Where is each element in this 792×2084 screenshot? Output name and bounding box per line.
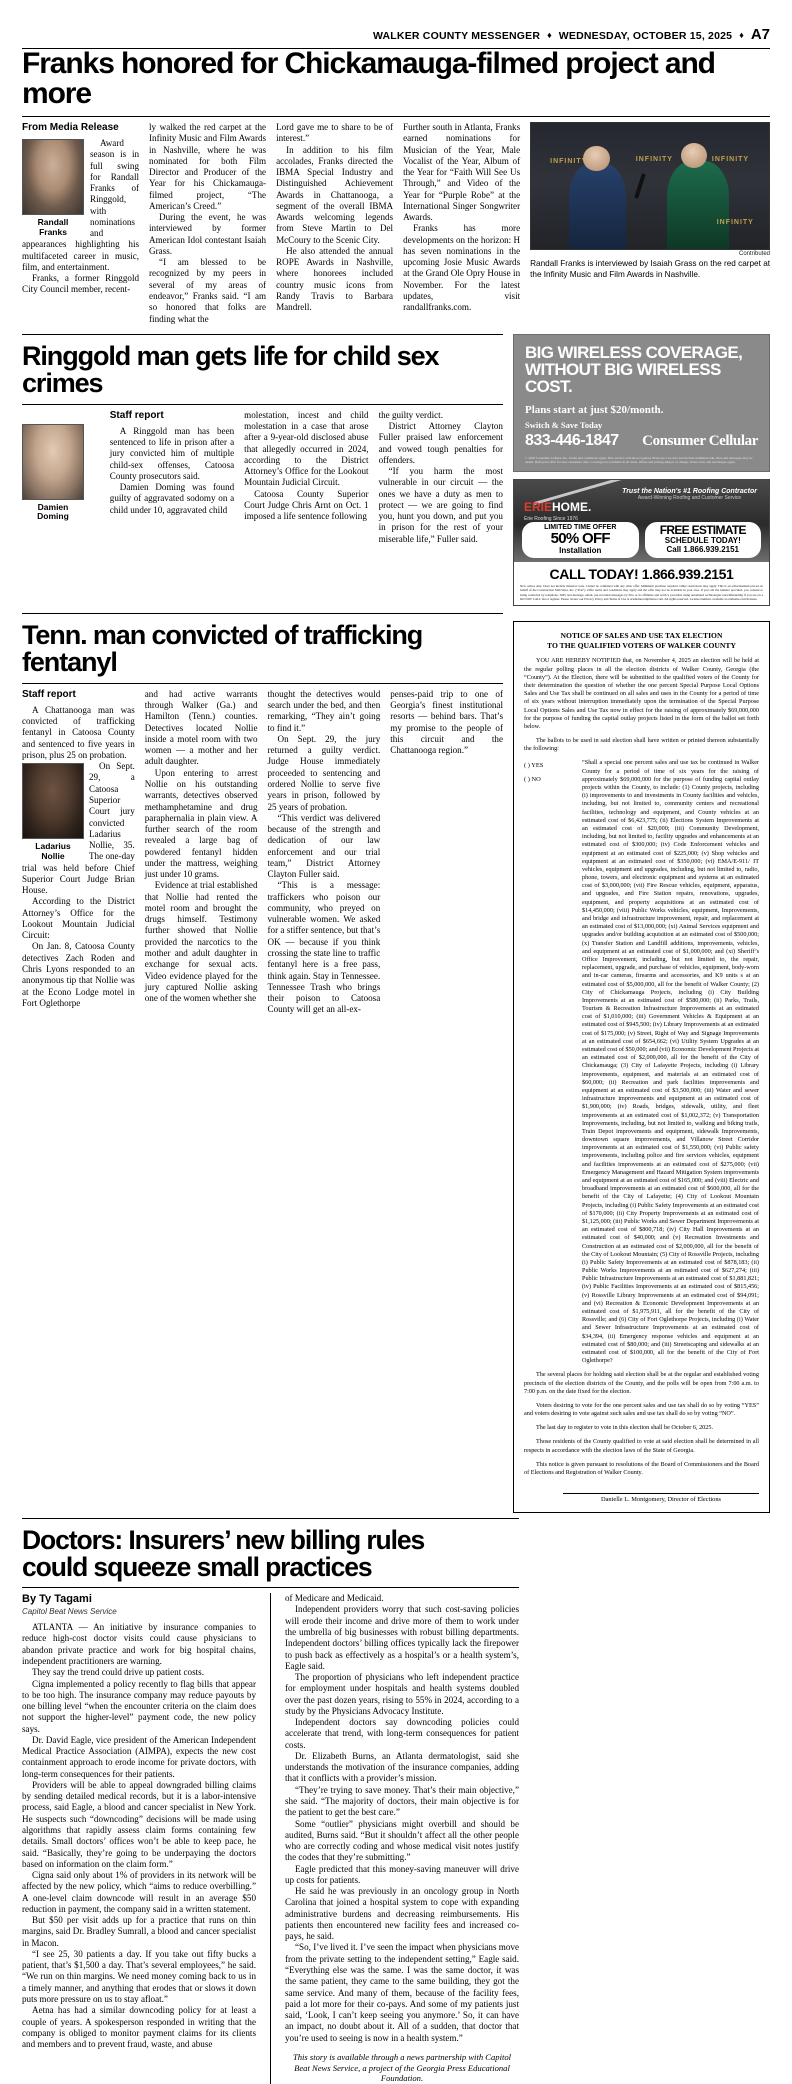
- paragraph: thought the detectives would search under the bed, and then remarking, “They ain’t going to find it.”: [267, 688, 381, 733]
- article2: [22, 334, 503, 545]
- badge-mid: SCHEDULE TODAY!: [664, 536, 741, 546]
- paragraph: Aetna has had a similar downcoding policy for at least a couple of years. A spokesperson responded in writing that the company is obliged to monitor payment claims for its clients and members and to prevent fraud, waste, and abuse: [22, 2005, 256, 2050]
- photo-figure-left: [569, 163, 626, 249]
- paragraph: Dr. David Eagle, vice president of the American Independent Medical Practice Association (AIMPA), expects the new cost containment approach to erode income for private doctors, with long-term consequences for their patients.: [22, 1734, 256, 1779]
- article4-col2: [270, 1593, 519, 2084]
- paragraph: penses-paid trip to one of Georgia’s finest institutional resorts — behind bars. That’s my promise to the people of this circuit and the Chattanooga region.”: [390, 688, 503, 756]
- legal-notice-block: [513, 613, 770, 1513]
- paragraph: He said he was previously in an oncology group in North Carolina that joined a hospital system to cope with expanding administrative burdens and decreasing reimbursements. His patients then encountered new facility fees and increased co-pays, he said.: [285, 1886, 519, 1942]
- portrait-image: [22, 763, 84, 839]
- article4-partnership-note: This story is available through a news partnership with Capitol Beat News Service, a project of the Georgia Press Educational Foundation.: [292, 2051, 512, 2084]
- article1-byline: From Media Release: [22, 122, 119, 133]
- paragraph: and had active warrants through Walker (Ga.) and Hamilton (Tenn.) counties. Detectives located Nollie inside a motel room with two women — a mother and her adult daughter.: [144, 688, 258, 767]
- paragraph: Damien Doming was found guilty of aggravated sodomy on a child under 10, aggravated child: [109, 482, 235, 515]
- article4-rule: [22, 1587, 519, 1588]
- ad-erie-badge-offer: [522, 522, 639, 558]
- ad-cc-switch: Switch & Save Today: [525, 419, 603, 430]
- article2-col3: [379, 410, 503, 545]
- legal-notice: [513, 621, 770, 1513]
- mug-caption-line2: Franks: [39, 226, 67, 237]
- paragraph: of Medicare and Medicaid.: [285, 1593, 384, 1604]
- mug-caption-line1: Randall: [37, 217, 69, 227]
- backdrop-logo: INFINITY: [716, 218, 754, 226]
- paragraph: Further south in Atlanta, Franks earned nominations for Musician of the Year, Male Vocalist of the Year, Album of the Year for “Faith Will See Us Through,” and Video of the Year for “Purple Robe” at the International Singer Songwriter Awards.: [403, 122, 521, 223]
- article4-byline-sub: Capitol Beat News Service: [22, 1607, 117, 1617]
- paragraph: Independent doctors say downcoding policies could accelerate that trend, with long-term consequences for patient costs.: [285, 1717, 519, 1750]
- badge-top: FREE ESTIMATE: [659, 523, 746, 538]
- ad-erie-call[interactable]: CALL TODAY! 1.866.939.2151: [514, 562, 769, 584]
- ad-cc-brand: Consumer Cellular: [642, 432, 758, 449]
- article4-top-rule: [22, 1518, 519, 1519]
- paragraph: molestation, incest and child molestation in a case that arose after a 9-year-old disclosed abuse that allegedly occurred in 2024, according to the District Attorney’s Office for the Lookout Mountain Judicial Circuit.: [244, 409, 369, 488]
- paragraph: Franks has more developments on the horizon: H has seven nominations in the upcoming Josie Music Awards at the Grand Ole Opry House in November. For the latest updates, visit randallfranks.com.: [403, 223, 521, 313]
- ballot-no-option[interactable]: ( ) NO: [524, 775, 541, 783]
- paragraph: “They’re trying to save money. That’s their main objective,” she said. “The majority of doctors, their main objective is for the patient to get the best care.”: [285, 1784, 519, 1818]
- paragraph: Cigna implemented a policy recently to flag bills that appear to be too high. The insurance company may reduce payouts by one billing level “when the encounter criteria on the claim does not support the higher-level” payment code, the new policy says.: [22, 1678, 256, 1734]
- article4-columns: [22, 1593, 519, 2084]
- article1-headline: Franks honored for Chickamauga-filmed project and more: [22, 47, 715, 110]
- photo-head-left: [583, 146, 609, 171]
- article4-headline: [22, 1527, 519, 1580]
- article3-col1: [22, 689, 135, 1016]
- article3-byline: Staff report: [22, 688, 76, 700]
- paragraph: The proportion of physicians who left independent practice for employment under hospitals and health systems doubled over the past dozen years, rising to 55% in 2024, according to a study by the Physicians Advocacy Institute.: [285, 1672, 519, 1716]
- diamond-icon: ♦: [547, 30, 552, 40]
- ad-consumer-cellular[interactable]: [513, 334, 770, 472]
- article2-and-ads: [22, 334, 770, 606]
- mug-caption-line2: Doming: [37, 511, 69, 522]
- article4-headline-line1: Doctors: Insurers’ new billing rules: [22, 1525, 425, 1556]
- paragraph: During the event, he was interviewed by former American Idol contestant Isaiah Grass.: [149, 212, 267, 256]
- paragraph: Catoosa County Superior Court Judge Chris Arnt on Oct. 1 imposed a life sentence following: [244, 488, 369, 522]
- backdrop-logo: INFINITY: [711, 155, 750, 163]
- paragraph: District Attorney Clayton Fuller praised law enforcement and vowed tough penalties for offenders.: [378, 421, 503, 465]
- article3-mugshot: [22, 763, 84, 861]
- legal-title-line2: TO THE QUALIFIED VOTERS OF WALKER COUNTY: [547, 641, 736, 651]
- paragraph: Lord gave me to share to be of interest.”: [276, 122, 394, 144]
- ad-cc-phone[interactable]: 833-446-1847: [525, 431, 619, 449]
- article2-col1: [110, 410, 234, 545]
- paragraph: In addition to his film accolades, Franks directed the IBMA Special Industry and Distinguished Achievement Awards in Chattanooga, a segment of the overall IBMA Awards welcoming legends from Steve Martin to Del McCoury to the Scenic City.: [276, 144, 394, 245]
- legal-signature-block: [524, 1493, 759, 1503]
- paragraph: But $50 per visit adds up for a practice that runs on thin margins, said Dr. Bradley Sumrall, a blood and cancer specialist in Macon.: [22, 1915, 256, 1948]
- article1-photo-block: [530, 122, 770, 325]
- mug-caption-line1: Damien: [37, 501, 69, 512]
- paragraph: the guilty verdict.: [378, 409, 443, 420]
- paragraph: According to the District Attorney’s Office for the Lookout Mountain Judicial Circuit:: [22, 896, 135, 941]
- ad-cc-line1: BIG WIRELESS COVERAGE,: [525, 342, 743, 362]
- paragraph: “This verdict was delivered because of the strength and dedication of our law enforcement and our trial team,” District Attorney Clayton Fuller said.: [267, 812, 381, 880]
- article4-byline: By Ty Tagami: [22, 1593, 92, 1606]
- ad-erie-brand: ERIEHOME.: [524, 500, 592, 515]
- paragraph: ATLANTA — An initiative by insurance companies to reduce high-cost doctor visits could cause physicians to abandon private practice and work for big hospital chains, independent practitioners are warning.: [22, 1622, 256, 1666]
- ad-erie-badge-estimate: [645, 522, 762, 558]
- article3-headline: Tenn. man convicted of trafficking fentanyl: [22, 619, 423, 677]
- portrait-image: [22, 139, 84, 215]
- legal-para-voters: Voters desiring to vote for the one percent sales and use tax shall do so by voting “YES” and voters desiring to vote against such sales and use tax shall do so by voting “NO”.: [524, 1401, 759, 1418]
- article2-col0: [22, 410, 100, 545]
- paragraph: “I see 25, 30 patients a day. If you take out fifty bucks a patient, that’s $1,500 a day. That’s several employees,” he said. “We run on thin margins. We need money coming back to us in a timely manner, and anything that erodes that or slows it down puts more pressure on us to stay afloat.”: [22, 1948, 256, 2004]
- paragraph: He also attended the annual ROPE Awards in Nashville, where honorees included country music icons from Randy Travis to Barbara Mandrell.: [276, 245, 394, 313]
- paragraph: A Ringgold man has been sentenced to life in prison after a jury convicted him of multiple child-sex offenses, Catoosa County prosecutors said.: [109, 425, 235, 481]
- ad-erie-trust: Trust the Nation's #1 Roofing Contractor: [622, 488, 757, 496]
- badge-sub[interactable]: Call 1.866.939.2151: [666, 545, 739, 555]
- article2-columns: [22, 410, 503, 545]
- article1-col3: [276, 122, 393, 325]
- paragraph: Eagle predicted that this money-saving maneuver will drive up costs for patients.: [285, 1863, 519, 1885]
- article2-mugshot: [22, 424, 84, 522]
- backdrop-logo: INFINITY: [550, 158, 588, 166]
- legal-intro: YOU ARE HEREBY NOTIFIED that, on November 4, 2025 an election will be held at the regular polling places in all the election districts of Walker County, Georgia (the “County”). At the Election, there will be submitted to the qualified voters of the County for their determination the question of whether the one percent Special Purpose Local Options Sales and Use Tax shall be continued on all sales and uses in the County for a period of time of six years without interruption immediately upon the termination of the Special Purpose Local Options Sales and Use Tax now in effect for the raising of approximately $69,000,000 for the purpose of funding the capital outlay projects listed in the form of the ballot set forth below.: [524, 657, 759, 730]
- article2-col2: [244, 410, 368, 545]
- backdrop-logo: INFINITY: [635, 155, 673, 163]
- article3-columns: [22, 689, 503, 1016]
- paragraph: “If you harm the most vulnerable in our circuit — the ones we have a duty as men to protect — we are going to find you, hunt you down, and put you in prison for the rest of your miserable life,” Fuller said.: [378, 466, 503, 544]
- article3-and-legal: [22, 613, 770, 1513]
- article3-col2: [145, 689, 258, 1016]
- legal-para-residents: Those residents of the County qualified to vote at said election shall be determined in all respects in accordance with the election laws of the State of Georgia.: [524, 1438, 759, 1454]
- paragraph: “So, I’ve lived it. I’ve seen the impact when physicians move from the private setting to the independent setting,” Eagle said. “Everything else was the same. I was the same doctor, it was the same patient, they came to the same building, they got the same service. And many of them, because of the facility fees, paid a lot more for their co-pays. And some of my patients just said, ‘Look, I can’t keep seeing you anymore.’ So, it can have an impact, no doubt about it. All of a sudden, that doctor that you’re used to seeing is now in a health system.”: [285, 1942, 519, 2043]
- photo-figure-right: [667, 161, 729, 249]
- masthead-date: WEDNESDAY, OCTOBER 15, 2025: [558, 30, 733, 42]
- article2-byline: Staff report: [109, 409, 164, 421]
- paragraph: Award season is in full swing for Randall Franks of Ringgold, with nominations and appearances highlighting his multifaceted career in music, film, and entertainment.: [22, 138, 140, 272]
- mug-caption-line1: Ladarius: [35, 841, 71, 852]
- article1-photo: [530, 122, 770, 250]
- legal-signature: Danielle L. Montgomery, Director of Elections: [600, 1496, 722, 1504]
- legal-ballot-lead: The ballots to be used in said election shall have written or printed thereon substantially the following:: [524, 737, 759, 753]
- paragraph: On Sept. 29, a Catoosa Superior Court jury convicted Ladarius Nollie, 35. The one-day trial was held before Chief Superior Court Judge Brian House.: [22, 761, 135, 896]
- legal-para-pursuant: This notice is given pursuant to resolutions of the Board of Commissioners and the Board of Elections and Registration of Walker County.: [524, 1460, 759, 1477]
- legal-para-lastday: The last day to register to vote in this election shall be October 6, 2025.: [536, 1424, 713, 1432]
- article1-col4: [403, 122, 520, 325]
- ad-erie-trust-sub: Award-Winning Roofing and Customer Service: [637, 495, 742, 502]
- article3-rule: [22, 683, 503, 684]
- badge-top: LIMITED TIME OFFER: [544, 524, 617, 532]
- paragraph: On Sept. 29, the jury returned a guilty verdict. Judge House immediately proceeded to sentencing and ordered Nollie to serve five years in prison, followed by 25 years of probation.: [267, 733, 381, 812]
- paragraph: Providers will be able to appeal downgraded billing claims by sending detailed medical records, but it is a labor-intensive process, said Eagle, a blood and cancer specialist in New York. He suspects such “downcoding” decisions will be made using algorithms that rapidly assess claim forms containing few details. Small doctors’ offices won’t be able to keep pace, he said. “Basically, they’re going to be underpaying the doctors based on information on the claim form.”: [22, 1779, 256, 1869]
- article2-headline: Ringgold man gets life for child sex crimes: [22, 340, 439, 398]
- article1-col2: [149, 122, 266, 325]
- article1-mugshot: [22, 139, 84, 237]
- paragraph: They say the trend could drive up patient costs.: [32, 1667, 204, 1678]
- paragraph: “This is a message: traffickers who poison our community, who preyed on vulnerable women. We asked for a stiffer sentence, but that’s OK — because if you think crossing the state line to traffic fentanyl here is a free pass, think again. Stay in Tennessee. Tennessee Trash who brings their poison to Catoosa County will get an all-ex-: [267, 880, 381, 1015]
- masthead-paper-name: WALKER COUNTY MESSENGER: [372, 30, 541, 42]
- legal-para-several: The several places for holding said election shall be at the regular and established voting precincts of the election districts of the County, and the polls will be open from 7:00 a.m. to 7:00 p.m. on the date fixed for the election.: [524, 1371, 759, 1395]
- ad-cc-fineprint: © 2025 Consumer Cellular Inc. Terms and conditions apply. New service activation required. Plans are a la carte and include unlimited talk. Data and messages may be added. Half-price offer for new customers only. Coverage not available in all areas. Offers and pricing subject to change. Taxes, fees, and surcharges apply.: [525, 455, 753, 465]
- article2-top-rule: [22, 334, 503, 335]
- badge-big: 50% OFF: [550, 530, 610, 548]
- right-rail-ads: [513, 334, 770, 606]
- ad-erie-home[interactable]: [513, 479, 770, 606]
- legal-title-line1: NOTICE OF SALES AND USE TAX ELECTION: [560, 630, 723, 640]
- paragraph: Evidence at trial established that Nollie had rented the motel room and brought the drugs himself. Testimony further showed that Nollie provided the narcotics to the mother and adult daughter in exchange for sexual acts. Video evidence played for the jury captured Nollie asking one of the women whether she: [144, 880, 258, 1004]
- paragraph: Cigna said only about 1% of providers in its network will be affected by the new policy, which “aims to reduce overbilling.” A one-level claim downcode will result in an average $50 reduction in payment, the company said in a written statement.: [22, 1870, 256, 1914]
- article1-rule: [22, 116, 770, 117]
- masthead: [22, 0, 770, 43]
- badge-sub: Installation: [559, 546, 602, 556]
- ad-cc-plans: Plans start at just $20/month.: [525, 403, 664, 416]
- paragraph: Independent providers worry that such cost-saving policies will erode their income and drive more of them to work under the umbrella of big businesses with robust billing departments. Independent doctors’ billing offices typically lack the firepower to push back as effectively as a hospital’s or a health system’s, Eagle said.: [285, 1604, 519, 1671]
- ballot-yes-option[interactable]: ( ) YES: [524, 762, 544, 770]
- paragraph: Dr. Elizabeth Burns, an Atlanta dermatologist, said she understands the motivation of the insurance companies, adding that it conflicts with a provider’s mission.: [285, 1750, 519, 1784]
- legal-ballot-text: “Shall a special one percent sales and use tax be continued in Walker County for a period of time of six years for the raising of approximately $69,000,000 for the purpose of funding capital outlay projects within the County, to include: (1) County projects, including (i) improvements to and investments in County facilities and vehicles, including, but not limited to, community centers and recreational facilities, technology and equipment, and County vehicles at an estimated cost of $6,423,775; (ii) Elections System Improvements at an estimated cost of $20,000; (iii) Community Development, including, but not limited to, facility upgrades and enhancements at an estimated cost of $300,000; (iv) Code Enforcement vehicles and equipment at an estimated cost of $225,000; (v) Shop vehicles and equipment at an estimated cost of $350,000; (vi) EMA/E-911/ IT vehicles, equipment and upgrades, including, but not limited to, radio, phone, towers, and electronic equipment and systems at an estimated cost of $3,000,000; (vii) Fire Rescue vehicles, equipment, apparatus, and upgrades, and Fire Station repairs, renovations, upgrades, equipment, and property acquisitions at an estimated cost of $14,450,000; (viii) Public Works vehicles, equipment, Improvements, and bridge and infrastructure improvement, repair, and replacement at an estimated cost of $13,000,000; (xi) Animal Services equipment and upgrades and/or building acquisition at an estimated cost of $500,000; (x) Transfer Station and Landfill additions, improvements, vehicles, and equipment at an estimated cost of $1,000,000; and (xi) Sheriff’s Office Improvement, including, but not limited to, the repair, replacement, upgrade, and purchase of vehicles, equipment, body-worn and in-car cameras, firearms and accessories, and K9 units s at an estimated cost of $5,000,000, all for the benefit of Walker County; (2) City of Chickamauga Projects, including (i) City Building Improvements at an estimated cost of $580,000; (ii) Parks, Trails, Tourism & Recreation Infrastructure Improvements at an estimated cost of $1,010,000; (iii) Government Vehicles & Equipment at an estimated cost of $945,500; (iv) Library Improvements at an estimated cost of $175,000; (v) Street, Right of Way and Signage Improvements at an estimated cost of $654,662; (vi) Utility System Upgrades at an estimated cost of $50,000; and (vii) Economic Development Projects at an estimated cost of $2,000,000, all for the benefit of the City of Chickamauga; (3) City of Lafayette Projects, including (i) Library improvements, equipment, and materials at an estimated cost of $60,000; (ii) Recreation and park facilities improvements and equipment at an estimated cost of $3,500,000; (iii) Water and sewer infrastructure improvements and equipment at an estimated cost of $1,900,000; (iv) Roads, bridges, sidewalk, utility, and fleet improvements at an estimated cost of $1,002,372; (v) Transportation Improvements, including, but not limited to, walking and biking trails, Train Depot improvements and equipment, sidewalk Improvements, downtown square improvements, and Villanow Street Corridor improvements at an estimated cost of $1,550,000; (vi) Public safety improvements, including police and fire services vehicles, equipment and facilities improvements at an estimated cost of $275,000; (vii) Emergency Management and Hazard Mitigation System improvements and equipment at an estimated cost of $165,000; and (viii) Electric and broadband improvements at an estimated cost of $600,000, all for the benefit of the City of Lafayette; (4) City of Lookout Mountain Projects, including (i) Public Safety Improvements at an estimated cost of $170,000; (ii) City Property Improvements at an estimated cost of $1,125,000; (iii) Public Works and Sewer Department Improvements at an estimated cost of $800,718; (iv) City Hall Improvements at an estimated cost of $40,000; and (v) Recreation Investments and Construction at an estimated cost of $2,000,000, all for the benefit of the City of Lookout Mountain; (5) City of Rossville Projects, including (i) Public Safety Improvements at an estimated cost of $878,183; (ii) Public Works Improvements at an estimated cost of $627,274; (iii) Public Infrastructure Improvements at an estimated cost of $1,881,821; (iv) Public Facilities Improvements at an estimated cost of $815,456; (v) Rossville Library Improvements at an estimated cost of $94,091; and (vi) Recreation & Economic Development Improvements at an estimated cost of $1,975,911, all for the benefit of the City of Rossville; and (6) City of Fort Oglethorpe Projects, including (i) Water and Sewer Infrastructure Improvements at an estimated cost of $34,394, (ii) Emergency response vehicles and equipment at an estimated cost of $80,000; and (iii) Streetscaping and sidewalks at an estimated cost of $100,000, all for the benefit of the City of Fort Oglethorpe?: [582, 759, 759, 1365]
- diamond-icon-2: ♦: [739, 30, 744, 40]
- ad-erie-brand-sub: Erie Roofing Since 1976: [524, 516, 578, 523]
- paragraph: On Jan. 8, Catoosa County detectives Zach Roden and Chris Lyons responded to an anonymous tip that Nollie was at the Econo Lodge motel in Fort Oglethorpe: [22, 941, 135, 1008]
- paragraph: “I am blessed to be recognized by my peers in several of my areas of endeavor,” Franks said. “I am so honored that folks are finding what the: [149, 257, 267, 324]
- mug-caption-line2: Nollie: [41, 850, 65, 861]
- paragraph: ly walked the red carpet at the Infinity Music and Film Awards in Nashville, where he was nominated for both Film Director and Producer of the Year for his Chickamauga-filmed project, “The American’s Creed.”: [149, 122, 267, 211]
- paragraph: Franks, a former Ringgold City Council member, recent-: [22, 273, 140, 295]
- portrait-image: [22, 424, 84, 500]
- paragraph: Upon entering to arrest Nollie on his outstanding warrants, detectives observed methamphetamine and drug paraphernalia in plain view. A further search of the room revealed a large bag of powdered fentanyl hidden under the mattress, weighing just under 10 grams.: [144, 767, 258, 880]
- article4-headline-line2: could squeeze small practices: [22, 1551, 372, 1582]
- article3-top-rule: [22, 613, 503, 614]
- article3-col3: [268, 689, 381, 1016]
- photo-credit: Contributed: [739, 251, 771, 257]
- article3: [22, 613, 503, 1016]
- photo-caption: Randall Franks is interviewed by Isaiah Grass on the red carpet at the Infinity Music and Film Awards in Nashville.: [530, 259, 771, 279]
- masthead-page-number: A7: [750, 26, 770, 43]
- article1-columns: [22, 122, 770, 325]
- article3-col4: [390, 689, 503, 1016]
- article2-rule: [22, 404, 503, 405]
- ad-erie-fineprint: New orders only. Does not include material costs. Cannot be combined with any other offer. Minimum purchase required. Other restrictions may apply. This is an advertisement placed on behalf of the Construction Mid-West, Inc. ("Erie"). Offer terms and conditions may apply and the offer may not be available in your area. If you call the number provided, you consent to being contacted by telephone, SMS text message, email, pre-recorded messages by Erie or its affiliates and service providers using automated technologies notwithstanding if you are on a DO NOT CALL list or register. Please review our Privacy Policy and Terms of Use at eriehomecompliance.com. All rights reserved. License numbers available at eriehome.com/licenses.: [520, 584, 763, 601]
- article1-col1: [22, 122, 139, 325]
- paragraph: A Chattanooga man was convicted of trafficking fentanyl in Catoosa County and sentenced to five years in prison, plus 25 on probation.: [22, 704, 135, 760]
- paragraph: Some “outlier” physicians might overbill and should be audited, Burns said. “But it shouldn’t affect all the other people who are correctly coding and whose medical visit notes justify the codes that they’re submitting.”: [285, 1818, 519, 1863]
- article4: [22, 1518, 519, 2084]
- ad-cc-line2: WITHOUT BIG WIRELESS COST.: [525, 360, 721, 397]
- article4-col1: [22, 1593, 256, 2084]
- microphone-icon: [634, 173, 646, 199]
